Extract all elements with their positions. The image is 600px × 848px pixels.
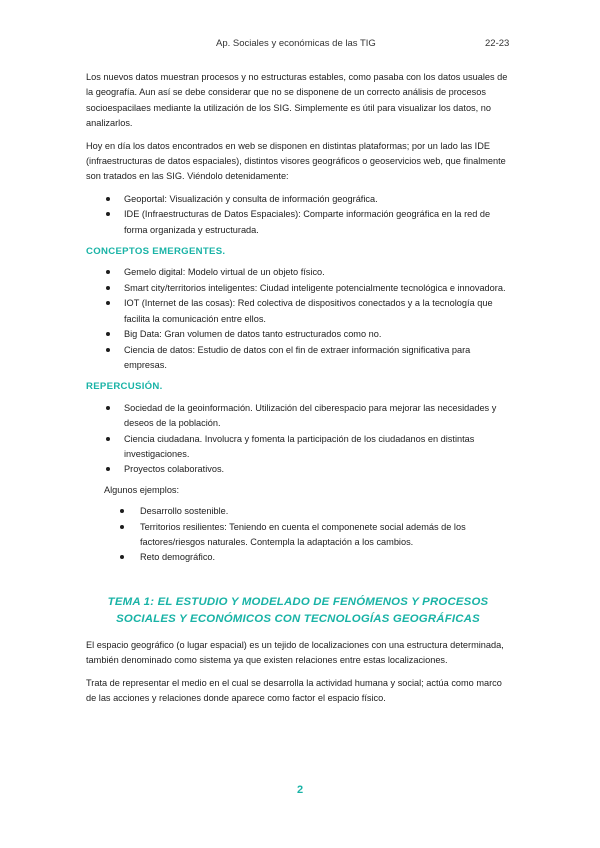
header-year: 22-23 [485, 38, 510, 49]
bullet-icon [106, 301, 110, 305]
list-item: Territorios resilientes: Teniendo en cuenta el componenete social además de los factores/riesgos naturales. Contempla la adaptación a los cambios. [86, 520, 510, 551]
conceptos-list [86, 265, 510, 373]
list-item: Desarrollo sostenible. [86, 504, 510, 519]
bullet-icon [106, 406, 110, 410]
repercusion-list [86, 401, 510, 478]
heading-conceptos: CONCEPTOS EMERGENTES. [86, 246, 226, 258]
list-item: IDE (Infraestructuras de Datos Espaciales): Comparte información geográfica en la red de forma organizada y estructurada. [86, 207, 510, 238]
page-number: 2 [296, 784, 304, 796]
bullet-icon [106, 467, 110, 471]
list-item: Reto demográfico. [86, 550, 510, 565]
heading-repercusion: REPERCUSIÓN. [86, 381, 163, 393]
list-item: Gemelo digital: Modelo virtual de un objeto físico. [86, 265, 510, 280]
list-item: IOT (Internet de las cosas): Red colectiva de dispositivos conectados y a la tecnología que facilita la comunicación entre ellos. [86, 296, 510, 327]
paragraph-datos: Los nuevos datos muestran procesos y no estructuras estables, como pasaba con los datos usuales de la geografía. Aun así se debe considerar que no se disponene de un correcto análisis de procesos socioespacilaes mediante la utilización de los SIG. Simplemente es útil para visualizar los datos, no analizarlos. [86, 72, 508, 129]
list-item: Big Data: Gran volumen de datos tanto estructurados como no. [86, 327, 510, 342]
list-item: Ciencia de datos: Estudio de datos con el fin de extraer información significativa para empresas. [86, 343, 510, 374]
bullet-icon [120, 525, 124, 529]
list-item: Geoportal: Visualización y consulta de información geográfica. [86, 192, 510, 207]
examples-label: Algunos ejemplos: [104, 484, 180, 495]
list-item: Sociedad de la geoinformación. Utilización del ciberespacio para mejorar las necesidades y deseos de la población. [86, 401, 510, 432]
platform-list [86, 192, 510, 238]
paragraph-plataformas: Hoy en día los datos encontrados en web se disponen en distintas plataformas; por un lado las IDE (infraestructuras de datos espaciales), distintos visores geográficos o geoservicios web, que finalmente son tratados en las SIG. Viéndolo detenidamente: [86, 140, 506, 182]
bullet-icon [106, 348, 110, 352]
bullet-icon [120, 555, 124, 559]
bullet-icon [106, 212, 110, 216]
list-item: Ciencia ciudadana. Involucra y fomenta la participación de los ciudadanos en distintas investigaciones. [86, 432, 510, 463]
list-item: Proyectos colaborativos. [86, 462, 510, 477]
header-title: Ap. Sociales y económicas de las TIG [216, 38, 376, 49]
bullet-icon [106, 270, 110, 274]
paragraph-medio: Trata de representar el medio en el cual se desarrolla la actividad humana y social; actúa como marco de las acciones y relaciones donde aparece como factor el espacio físico. [86, 677, 502, 703]
tema-heading: TEMA 1: EL ESTUDIO Y MODELADO DE FENÓMENOS Y PROCESOS SOCIALES Y ECONÓMICOS CON TECNOLOGÍAS GEOGRÁFICAS [107, 595, 489, 625]
examples-list [86, 504, 510, 566]
bullet-icon [106, 437, 110, 441]
bullet-icon [106, 286, 110, 290]
paragraph-espacio: El espacio geográfico (o lugar espacial) es un tejido de localizaciones con una estructura determinada, también denominado como sistema ya que existen relaciones entre estas localizaciones. [86, 639, 504, 666]
page-header [0, 38, 600, 52]
list-item: Smart city/territorios inteligentes: Ciudad inteligente potencialmente tecnológica e innovadora. [86, 281, 510, 296]
bullet-icon [106, 197, 110, 201]
bullet-icon [106, 332, 110, 336]
bullet-icon [120, 509, 124, 513]
page-content [86, 70, 510, 713]
